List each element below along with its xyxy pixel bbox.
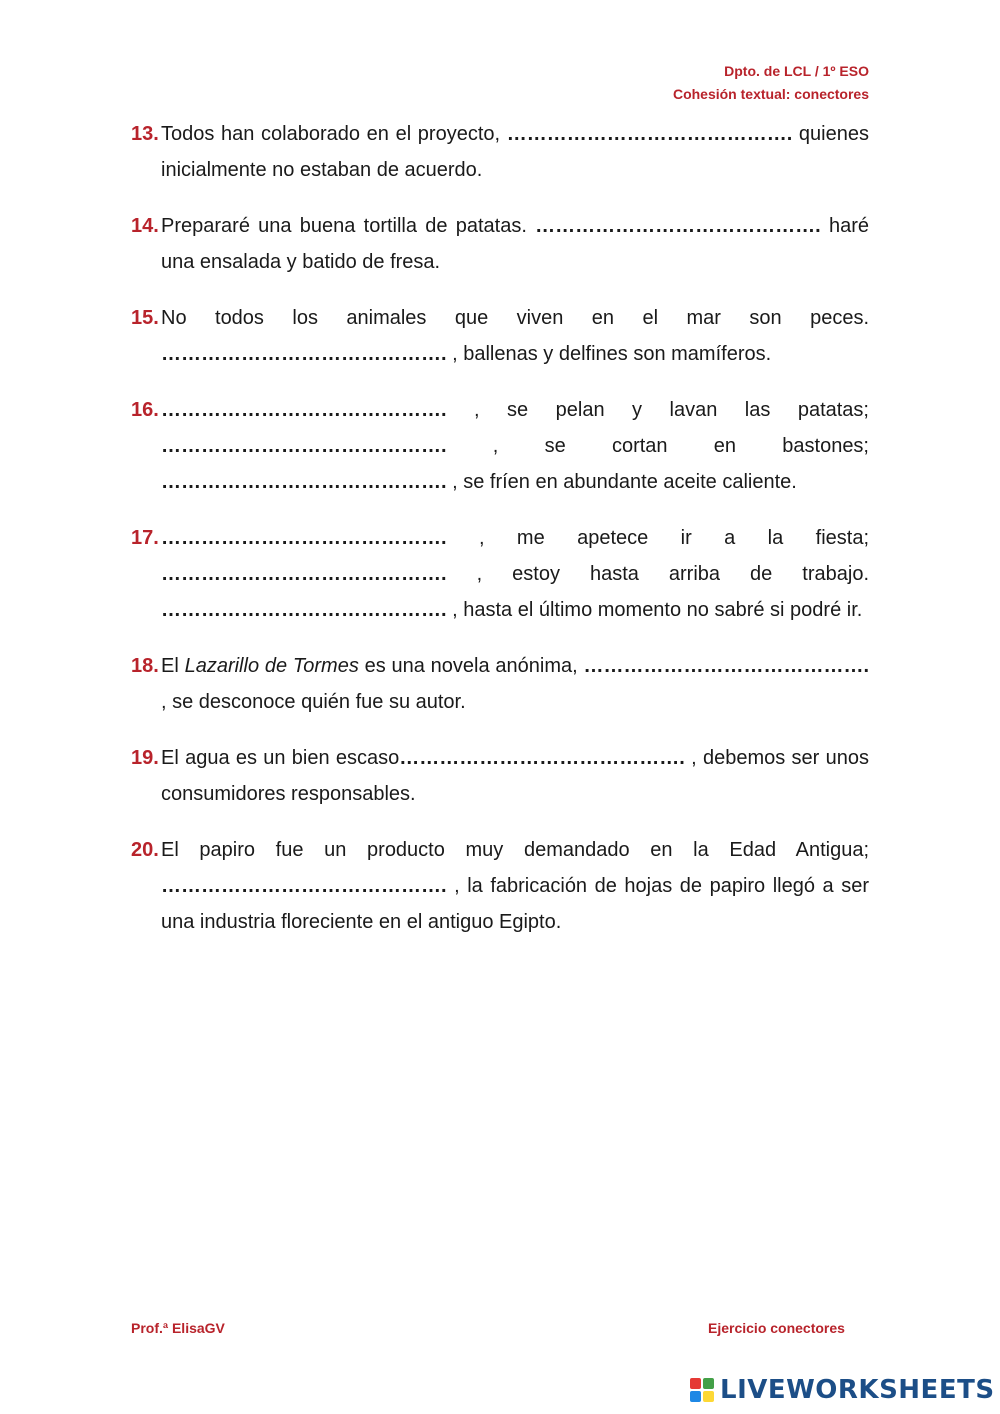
- page-header: [673, 60, 869, 106]
- exercise-text: , se pelan y lavan las patatas;: [446, 399, 869, 421]
- exercise-text: , hasta el último momento no sabré si podré ir.: [446, 599, 863, 621]
- exercise-13: [131, 116, 869, 188]
- exercise-number: 13.: [131, 123, 159, 145]
- exercise-text: , se fríen en abundante aceite caliente.: [446, 471, 797, 493]
- blank-field[interactable]: …………………………………….: [161, 471, 447, 493]
- exercise-text: , se cortan en bastones;: [446, 435, 869, 457]
- exercise-15: [131, 300, 869, 372]
- exercise-number: 15.: [131, 307, 159, 329]
- blank-field[interactable]: …………………………………….: [535, 215, 821, 237]
- exercise-text: El agua es un bien escaso: [161, 747, 400, 769]
- logo-square: [703, 1391, 714, 1402]
- exercise-19: [131, 740, 869, 812]
- exercise-text: , estoy hasta arriba de trabajo.: [446, 563, 869, 585]
- footer-title: Ejercicio conectores: [708, 1320, 845, 1336]
- exercise-number: 19.: [131, 747, 159, 769]
- exercise-14: [131, 208, 869, 280]
- blank-field[interactable]: …………………………………….: [161, 399, 447, 421]
- exercise-text: Todos han colaborado en el proyecto,: [161, 123, 507, 145]
- blank-field[interactable]: …………………………………….: [161, 343, 447, 365]
- exercise-text: , me apetece ir a la fiesta;: [446, 527, 869, 549]
- footer-author: Prof.ª ElisaGV: [131, 1320, 225, 1336]
- logo-square: [690, 1391, 701, 1402]
- blank-field[interactable]: …………………………………….: [506, 123, 793, 145]
- exercise-text: , debemos ser unos consumidores responsables.: [161, 747, 869, 805]
- exercise-text: El: [161, 655, 185, 677]
- blank-field[interactable]: …………………………………….: [161, 599, 447, 621]
- header-topic: Cohesión textual: conectores: [672, 86, 869, 102]
- exercise-text: es una novela anónima,: [358, 655, 584, 677]
- exercise-text: Prepararé una buena tortilla de patatas.: [161, 215, 536, 237]
- exercise-number: 16.: [131, 399, 159, 421]
- blank-field[interactable]: …………………………………….: [161, 875, 447, 897]
- blank-field[interactable]: …………………………………….: [583, 655, 869, 677]
- blank-field[interactable]: …………………………………….: [399, 747, 685, 769]
- exercise-number: 18.: [131, 655, 159, 677]
- exercise-text: No todos los animales que viven en el mar son peces.: [161, 307, 869, 329]
- exercise-text: quienes inicialmente no estaban de acuerdo.: [161, 123, 869, 181]
- blank-field[interactable]: …………………………………….: [161, 527, 447, 549]
- exercise-text: , ballenas y delfines son mamíferos.: [446, 343, 772, 365]
- logo-square: [703, 1378, 714, 1389]
- liveworksheets-logo-icon: [690, 1378, 714, 1402]
- liveworksheets-brand[interactable]: [690, 1372, 995, 1408]
- header-department: Dpto. de LCL / 1º ESO: [724, 63, 869, 79]
- blank-field[interactable]: …………………………………….: [161, 563, 447, 585]
- logo-square: [690, 1378, 701, 1389]
- exercise-18: [131, 648, 869, 720]
- exercise-20: [131, 832, 869, 940]
- exercise-number: 20.: [131, 839, 159, 861]
- exercise-16: [131, 392, 869, 500]
- exercise-number: 14.: [131, 215, 159, 237]
- brand-name: LIVEWORKSHEETS: [720, 1375, 995, 1405]
- blank-field[interactable]: …………………………………….: [161, 435, 447, 457]
- exercise-17: [131, 520, 869, 628]
- exercise-list: [131, 116, 869, 960]
- exercise-text: El papiro fue un producto muy demandado en la Edad Antigua;: [161, 839, 869, 861]
- exercise-text: , se desconoce quién fue su autor.: [161, 691, 466, 713]
- exercise-text: haré una ensalada y batido de fresa.: [161, 215, 869, 273]
- exercise-number: 17.: [131, 527, 159, 549]
- exercise-text: , la fabricación de hojas de papiro llegó a ser una industria floreciente en el antiguo Egipto.: [161, 875, 869, 933]
- book-title: Lazarillo de Tormes: [184, 655, 359, 677]
